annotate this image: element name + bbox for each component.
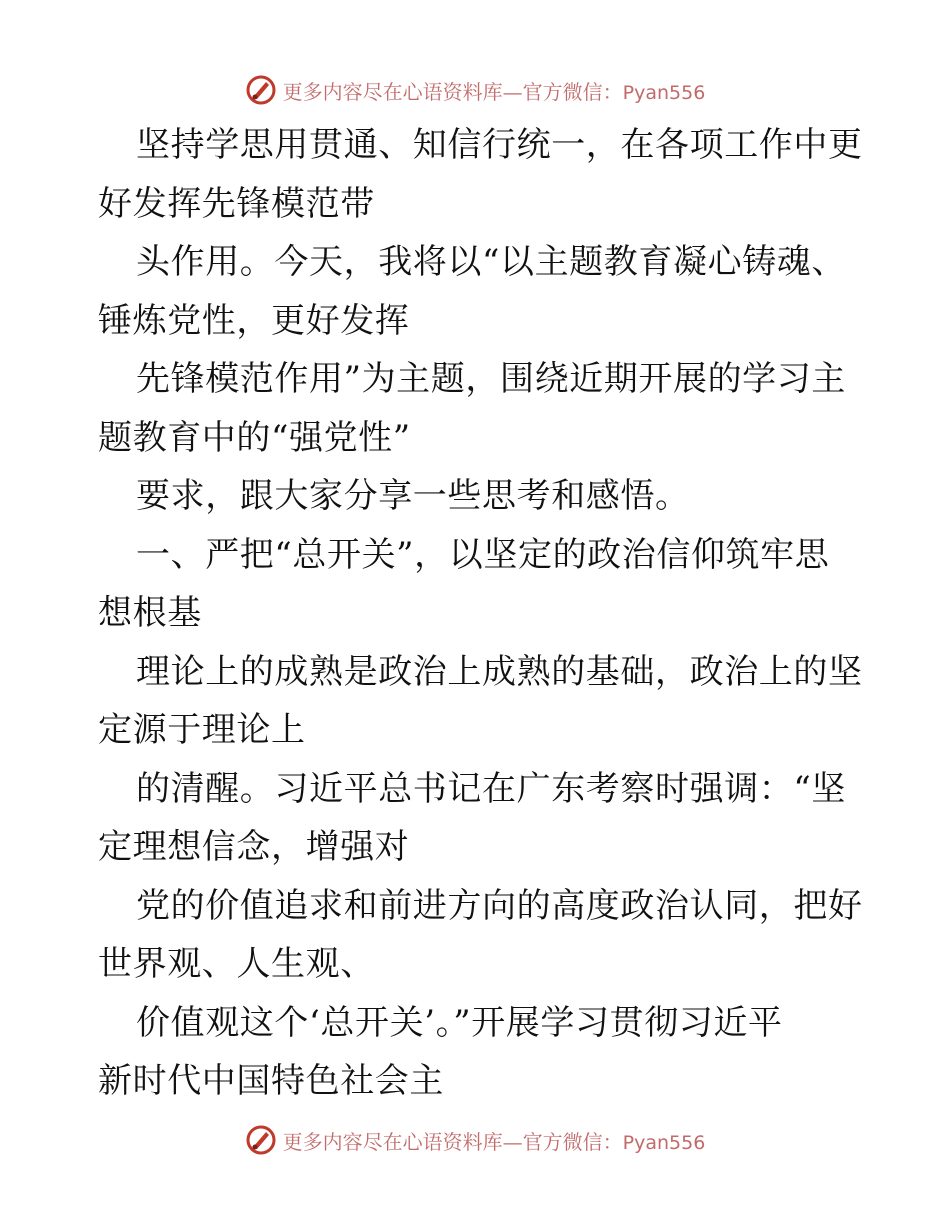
text-line: 坚持学思用贯通、知信行统一，在各项工作中更 [136, 125, 863, 165]
text-line: 想根基 [98, 593, 202, 633]
brand-logo-icon [245, 74, 277, 106]
text-line: 好发挥先锋模范带 [98, 183, 375, 224]
text-line: 党的价值追求和前进方向的高度政治认同，把好 [136, 885, 863, 926]
text-line: 定理想信念，增强对 [98, 827, 410, 867]
text-line: 定源于理论上 [98, 710, 306, 750]
text-line: 头作用。今天，我将以“以主题教育凝心铸魂、 [136, 242, 846, 282]
header-watermark [0, 70, 950, 110]
text-line: 新时代中国特色社会主 [98, 1061, 444, 1101]
text-line: 要求，跟大家分享一些思考和感悟。 [136, 476, 690, 516]
text-line: 世界观、人生观、 [98, 944, 375, 984]
document-body [98, 116, 863, 1111]
text-line: 题教育中的“强党性” [98, 417, 411, 458]
text-line: 一、严把“总开关”，以坚定的政治信仰筑牢思 [136, 534, 830, 575]
text-line: 价值观这个‘总开关’。”开展学习贯彻习近平 [136, 1002, 783, 1043]
text-line: 锤炼党性，更好发挥 [98, 300, 410, 341]
footer-watermark [0, 1120, 950, 1160]
text-line: 理论上的成熟是政治上成熟的基础，政治上的坚 [136, 651, 863, 692]
text-line: 的清醒。习近平总书记在广东考察时强调：“坚 [136, 768, 846, 809]
watermark-text: 更多内容尽在心语资料库—官方微信：Pyan556 [282, 1129, 706, 1154]
watermark-text: 更多内容尽在心语资料库—官方微信：Pyan556 [282, 79, 706, 104]
brand-logo-icon [245, 1124, 277, 1156]
text-line: 先锋模范作用”为主题，围绕近期开展的学习主 [136, 359, 846, 399]
